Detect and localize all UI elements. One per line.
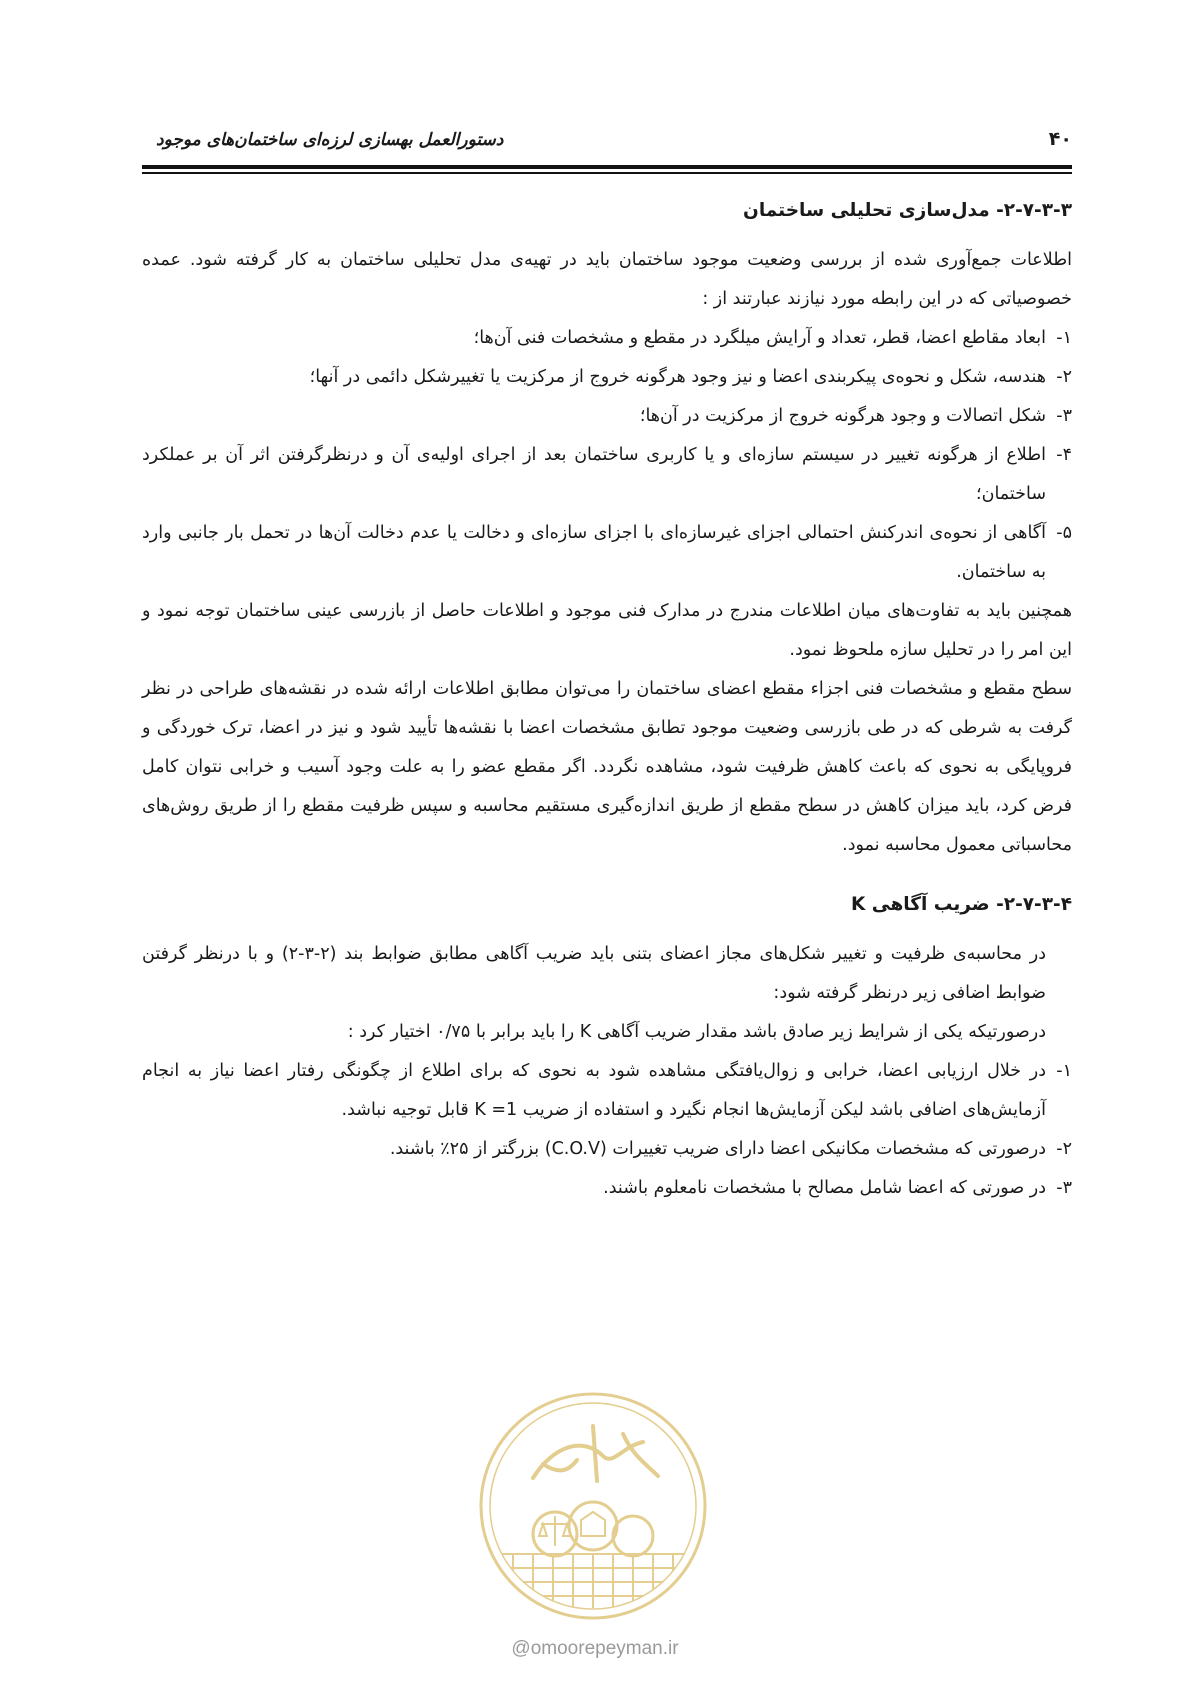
list-item-text: ابعاد مقاطع اعضا، قطر، تعداد و آرایش میلگرد در مقطع و مشخصات فنی آن‌ها؛ (473, 328, 1046, 348)
page-header (142, 128, 1072, 154)
list-item-text: هندسه، شکل و نحوه‌ی پیکربندی اعضا و نیز وجود هرگونه خروج از مرکزیت یا تغییرشکل دائمی در آنها؛ (309, 367, 1046, 387)
list-number: ۳- (1056, 406, 1072, 426)
conditions-list (142, 1052, 1072, 1208)
list-item (142, 397, 1072, 436)
list-item (142, 358, 1072, 397)
list-item (142, 1130, 1072, 1169)
list-item (142, 319, 1072, 358)
list-number: ۳- (1056, 1178, 1072, 1198)
list-number: ۲- (1056, 367, 1072, 387)
paragraph-condition: درصورتیکه یکی از شرایط زیر صادق باشد مقدار ضریب آگاهی K را باید برابر با ۰/۷۵ اختیار کرد : (347, 1022, 1046, 1042)
list-number: ۱- (1056, 328, 1072, 348)
list-item-text: درصورتی که مشخصات مکانیکی اعضا دارای ضریب تغییرات (C.O.V) بزرگتر از ۲۵٪ باشند. (389, 1139, 1046, 1159)
page-number: ۴۰ (1048, 128, 1072, 150)
header-rule-thick (142, 165, 1072, 169)
watermark-logo (473, 1386, 713, 1626)
list-number: ۱- (1056, 1061, 1072, 1081)
watermark-website: @omoorepeyman.ir (511, 1638, 679, 1659)
list-item (142, 1052, 1072, 1130)
list-item-text: در صورتی که اعضا شامل مصالح با مشخصات نامعلوم باشند. (603, 1178, 1046, 1198)
list-item-text: در خلال ارزیابی اعضا، خرابی و زوال‌یافتگی مشاهده شود به نحوی که برای اطلاع از چگونگی رفتار اعضا نیاز به انجام آزمایش‌های اضافی باشد لیکن آزمایش‌ها انجام نگیرد و استفاده از ضریب K =1 قابل توجیه نباشد. (142, 1061, 1046, 1120)
paragraph-differences: همچنین باید به تفاوت‌های میان اطلاعات مندرج در مدارک فنی موجود و اطلاعات حاصل از بازرسی عینی ساختمان توجه نمود و این امر را در تحلیل سازه ملحوظ نمود. (142, 601, 1072, 660)
document-body (142, 193, 1072, 1208)
header-rule-thin (142, 172, 1072, 174)
section-heading-analytical-modeling: ۲-۷-۳-۳- مدل‌سازی تحلیلی ساختمان (743, 200, 1072, 221)
requirements-list (142, 319, 1072, 592)
paragraph-intro: اطلاعات جمع‌آوری شده از بررسی وضعیت موجود ساختمان باید در تهیه‌ی مدل تحلیلی ساختمان به کار گرفته شود. عمده خصوصیاتی که در این رابطه مورد نیازند عبارتند از : (142, 250, 1072, 309)
paragraph-capacity: در محاسبه‌ی ظرفیت و تغییر شکل‌های مجاز اعضای بتنی باید ضریب آگاهی مطابق ضوابط بند (۲-۳-۲) و با درنظر گرفتن ضوابط اضافی زیر درنظر گرفته شود: (142, 944, 1047, 1003)
list-item (142, 514, 1072, 592)
list-number: ۲- (1056, 1139, 1072, 1159)
list-item-text: شکل اتصالات و وجود هرگونه خروج از مرکزیت در آن‌ها؛ (639, 406, 1046, 426)
list-item (142, 1169, 1072, 1208)
list-item-text: اطلاع از هرگونه تغییر در سیستم سازه‌ای و یا کاربری ساختمان بعد از اجرای اولیه‌ی آن و درنظرگرفتن اثر آن بر عملکرد ساختمان؛ (142, 445, 1046, 504)
section-heading-knowledge-factor: ۲-۷-۳-۴- ضریب آگاهی K (850, 894, 1072, 915)
list-item-text: آگاهی از نحوه‌ی اندرکنش احتمالی اجزای غیرسازه‌ای با اجزای سازه‌ای و دخالت یا عدم دخالت آن‌ها در تحمل بار جانبی وارد به ساختمان. (142, 523, 1046, 582)
list-number: ۴- (1056, 445, 1072, 465)
running-title: دستورالعمل بهسازی لرزه‌ای ساختمان‌های موجود (156, 130, 504, 150)
list-number: ۵- (1056, 523, 1072, 543)
list-item (142, 436, 1072, 514)
paragraph-cross-section: سطح مقطع و مشخصات فنی اجزاء مقطع اعضای ساختمان را می‌توان مطابق اطلاعات ارائه شده در نقشه‌های طراحی در نظر گرفت به شرطی که در طی بازرسی وضعیت موجود تطابق مشخصات اعضا با نقشه‌ها تأیید شود و نیز در اعضا، ترک خوردگی و فروپایگی به نحوی که باعث کاهش ظرفیت شود، مشاهده نگردد. اگر مقطع عضو را به علت وجود آسیب و خرابی نتوان کامل فرض کرد، باید میزان کاهش در سطح مقطع از طریق اندازه‌گیری مستقیم محاسبه و سپس ظرفیت مقطع را از طریق روش‌های محاسباتی معمول محاسبه نمود. (142, 679, 1072, 855)
